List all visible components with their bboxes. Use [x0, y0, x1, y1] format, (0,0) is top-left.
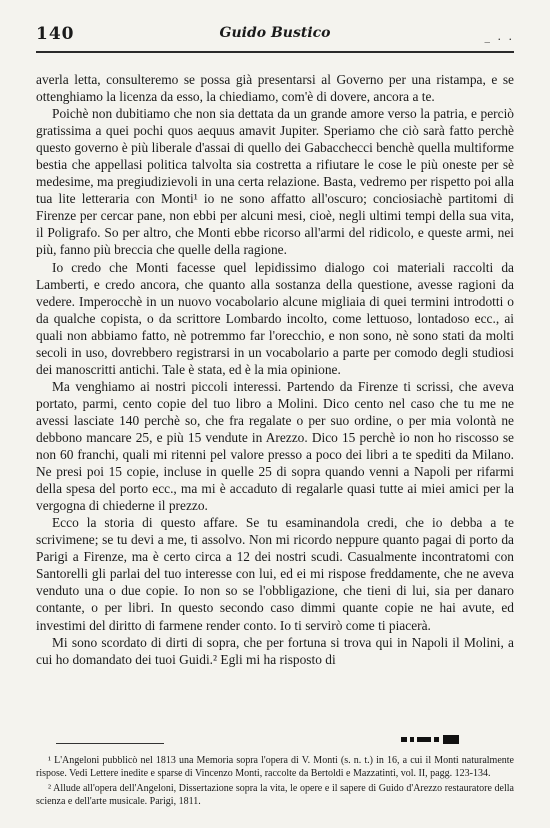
paragraph: Poichè non dubitiamo che non sia dettata da un grande amore verso la patria, e perciò gratissima a quei pochi quos aequus amavit Jupiter. Speriamo che ciò sarà fatto perchè questo governo è più liberale d'assai di quello dei Gabacchecci benchè quella multiforme bestia che appellasi politica talvolta sia costretta a rifiutare le cose le più oneste per sè medesime, ma pregiudizievoli in una certa relazione. Basta, vedremo per rispetto poi alla tua lite letteraria con Monti¹ io ne sono affatto all'oscuro; conciosiachè partitomi di Firenze per cercar pane, non ebbi per alcuni mesi, cioè, negli ultimi tempi della sua vita, il Poligrafo. So per altro, che Monti ebbe ricorso all'armi del ridicolo, e queste armi, nei più, fanno più breccia che quelle della ragione.	[36, 106, 514, 258]
page-header	[36, 24, 514, 48]
paragraph: Mi sono scordato di dirti di sopra, che per fortuna si trova qui in Napoli il Molini, a cui ho domandato dei tuoi Guidi.² Egli mi ha risposto di	[36, 634, 514, 667]
paragraph: Ma venghiamo ai nostri piccoli interessi. Partendo da Firenze ti scrissi, che aveva portato, parmi, cento copie del tuo libro a Molini. Dico cento nel caso che tu me ne avessi lasciate 140 perchè so, che fra regalate o per suo ordine, o per mia volontà ne debbono mancare 25, e più 15 vendute in Arezzo. Dico 15 perchè io non ho riscosso se non 60 franchi, quali mi ritenni pel valore presso a poco dei libri a te spediti da Milano. Ne presi poi 15 copie, incluse in quelle 25 di sopra quando venni a Napoli per rifarmi della spesa del porto ecc., ma mi è accaduto di regalarle quasi tutte ai miei amici per la vergogna di chiederne il prezzo.	[36, 378, 514, 514]
footnote: ² Allude all'opera dell'Angeloni, Dissertazione sopra la vita, le opere e il sapere di Guido d'Arezzo restauratore della scienza e dell'arte musicale. Parigi, 1811.	[36, 782, 514, 808]
paragraph: Io credo che Monti facesse quel lepidissimo dialogo coi materiali raccolti da Lamberti, e credo ancora, che quanto alla sostanza della questione, avesse ragioni da vedere. Imperocchè in un nuovo vocabolario alcune migliaia di quei termini introdotti o da qualche copista, o da scrittore Lombardo incolto, come lettuoso, lontadoso ecc., ai quali non abbiamo fatto, nè potremmo far l'orecchio, e non sono, nè sono stati da molti secoli in uso, dovrebbero registrarsi in un vocabolario a parte per comodo degli studiosi dei manoscritti antichi. Tale è stata, ed è la mia opinione.	[36, 259, 514, 377]
corner-marks: _ . .	[484, 30, 514, 43]
running-title: Guido Bustico	[219, 25, 331, 41]
footnote: ¹ L'Angeloni pubblicò nel 1813 una Memoria sopra l'opera di V. Monti (s. n. t.) in 16, a cui il Monti naturalmente rispose. Vedi Lettere inedite e sparse di Vincenzo Monti, raccolte da Bertoldi e Mazzatinti, vol. II, pagg. 123-134.	[36, 755, 514, 780]
paragraph: averla letta, consulteremo se possa già presentarsi al Governo per una ristampa, e se ottenghiamo la licenza da esso, la chiediamo, com'è di dovere, ancora a te.	[36, 72, 514, 105]
footnotes	[36, 754, 514, 809]
header-rule	[36, 51, 514, 53]
ink-stamp-mark	[401, 734, 461, 746]
body-text	[36, 71, 514, 668]
page-number: 140	[36, 24, 75, 44]
paragraph: Ecco la storia di questo affare. Se tu esaminandola credi, che io debba a te scrivimene; se tu devi a me, ti assolvo. Non mi ricordo neppure quanto pagai di porto da Parigi a Firenze, ma è certo circa a 12 dei nostri scudi. Casualmente incontratomi con Santorelli gli parlai del tuo interesse con lui, ed ei mi rispose freddamente, che ne aveva venduto una o due copie. Io non so se l'obbligazione, che tieni di lui, sia per danaro contante, o per libri. In questo secondo caso dimmi quante copie ne hai avute, ed investimi del diritto di farmene render conto. Io ti servirò come ti piacerà.	[36, 515, 514, 633]
footnote-rule	[56, 743, 164, 744]
